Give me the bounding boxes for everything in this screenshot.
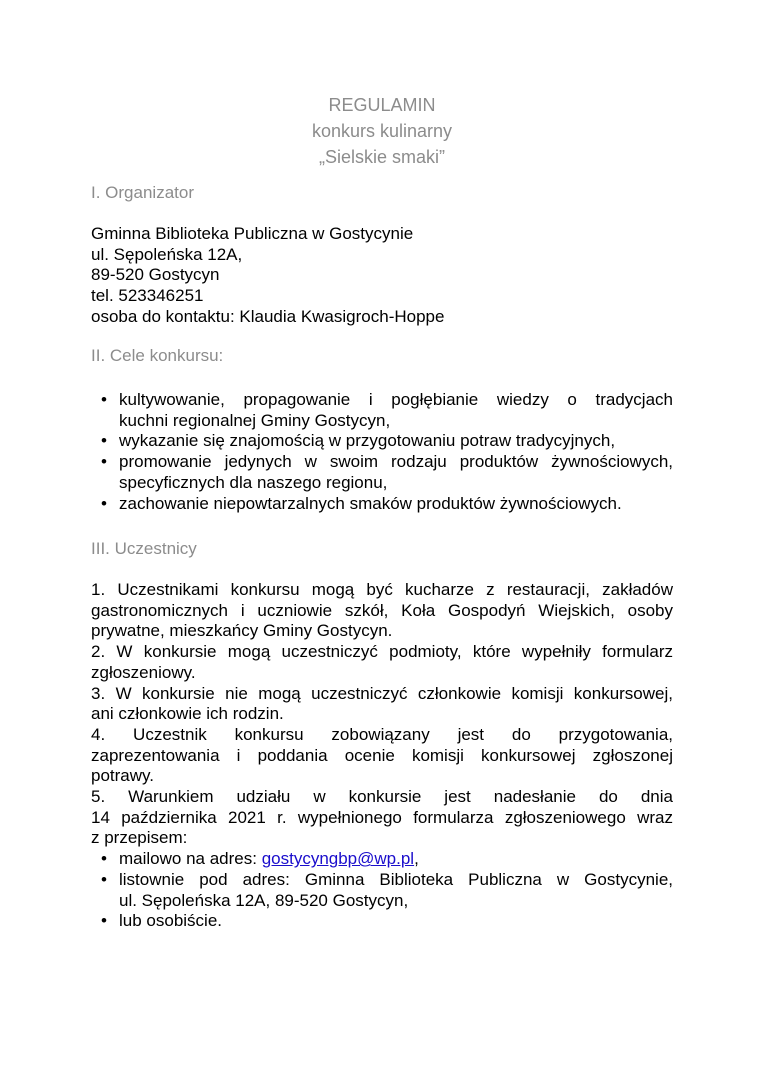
list-item: • wykazanie się znajomością w przygotowaniu potraw tradycyjnych, <box>91 431 673 452</box>
submission-methods-list <box>91 849 673 932</box>
bullet-icon: • <box>101 911 107 931</box>
participants-rules <box>91 580 673 932</box>
organizer-phone: tel. 523346251 <box>91 286 204 306</box>
email-link[interactable]: gostycyngbp@wp.pl <box>261 849 415 869</box>
document-title <box>0 92 764 170</box>
heading-organizer: I. Organizator <box>91 183 194 202</box>
organizer-details <box>91 224 673 328</box>
title-regulamin: REGULAMIN <box>328 95 436 115</box>
organizer-city: 89-520 Gostycyn <box>91 265 220 285</box>
bullet-icon: • <box>101 869 107 889</box>
bullet-icon: • <box>101 849 107 869</box>
title-contest-type: konkurs kulinarny <box>311 121 453 141</box>
rule-5: 5. Warunkiem udziału w konkursie jest nadesłanie do dnia 14 października 2021 r. wypełnionego formularza zgłoszeniowego wraz z przepisem: <box>91 787 673 848</box>
organizer-contact: osoba do kontaktu: Klaudia Kwasigroch-Hoppe <box>91 306 445 326</box>
list-item: • mailowo na adres: gostycyngbp@wp.pl, <box>91 849 673 870</box>
title-contest-name: „Sielskie smaki” <box>318 147 446 167</box>
bullet-icon: • <box>101 452 107 472</box>
goals-list <box>91 390 673 514</box>
list-item: • promowanie jedynych w swoim rodzaju produktów żywnościowych, specyficznych dla naszego regionu, <box>91 452 673 493</box>
bullet-icon: • <box>101 390 107 409</box>
rule-3: 3. W konkursie nie mogą uczestniczyć członkowie komisji konkursowej, ani członkowie ich rodzin. <box>91 683 673 724</box>
list-item: • listownie pod adres: Gminna Biblioteka Publiczna w Gostycynie, ul. Sępoleńska 12A, 89-520 Gostycyn, <box>91 870 673 911</box>
heading-participants: III. Uczestnicy <box>91 539 197 558</box>
list-item: • kultywowanie, propagowanie i pogłębianie wiedzy o tradycjach kuchni regionalnej Gminy Gostycyn, <box>91 390 673 431</box>
rule-2: 2. W konkursie mogą uczestniczyć podmioty, które wypełniły formularz zgłoszeniowy. <box>91 642 673 682</box>
list-item: • zachowanie niepowtarzalnych smaków produktów żywnościowych. <box>91 494 673 515</box>
bullet-icon: • <box>101 431 107 451</box>
list-item: • lub osobiście. <box>91 911 673 932</box>
bullet-icon: • <box>101 493 107 513</box>
organizer-name: Gminna Biblioteka Publiczna w Gostycynie <box>91 224 414 243</box>
rule-4: 4. Uczestnik konkursu zobowiązany jest do przygotowania, zaprezentowania i poddania ocenie komisji konkursowej zgłoszonej potrawy. <box>91 724 673 786</box>
organizer-street: ul. Sępoleńska 12A, <box>91 244 243 264</box>
rule-1: 1. Uczestnikami konkursu mogą być kucharze z restauracji, zakładów gastronomicznych i uczniowie szkół, Koła Gospodyń Wiejskich, osoby prywatne, mieszkańcy Gminy Gostycyn. <box>91 580 673 641</box>
heading-goals: II. Cele konkursu: <box>91 346 224 365</box>
